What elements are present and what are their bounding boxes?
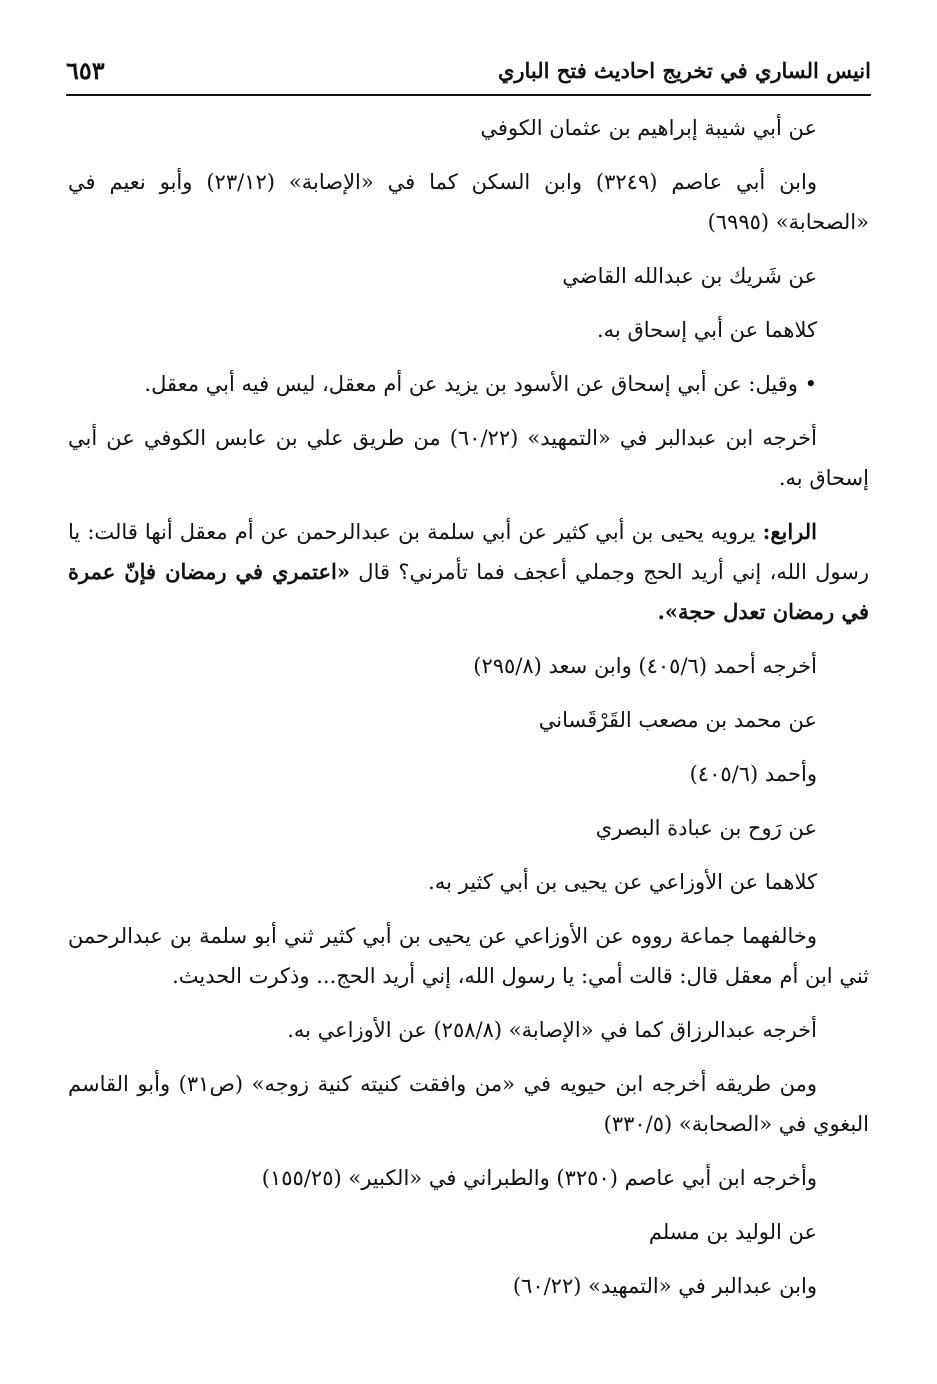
paragraph-14: أخرجه عبدالرزاق كما في «الإصابة» (٢٥٨/٨) عن الأوزاعي به. <box>287 1018 817 1042</box>
paragraph-2: وابن أبي عاصم (٣٢٤٩) وابن السكن كما في «الإصابة» (٢٣/١٢) وأبو نعيم في «الصحابة» (٦٩٩٥) <box>68 170 869 234</box>
section-end: . <box>657 599 665 624</box>
section-text: يرويه يحيى بن أبي كثير عن أبي سلمة بن عبدالرحمن عن أم معقل أنها قالت: يا رسول الله، إني أريد الحج وجملي أعجف فما تأمرني؟ قال <box>68 520 869 584</box>
paragraph-18: وابن عبدالبر في «التمهيد» (٦٠/٢٢) <box>512 1274 817 1298</box>
running-header <box>66 56 871 96</box>
page-number: ٦٥٣ <box>66 56 105 85</box>
paragraph-11: عن رَوح بن عبادة البصري <box>595 816 817 840</box>
paragraph-10: وأحمد (٤٠٥/٦) <box>689 762 817 786</box>
paragraph-12: كلاهما عن الأوزاعي عن يحيى بن أبي كثير به. <box>428 870 817 894</box>
section-fourth <box>68 512 869 632</box>
hadith-quote: «اعتمري في رمضان فإنّ عمرة في رمضان تعدل حجة» <box>68 559 869 624</box>
paragraph-4: كلاهما عن أبي إسحاق به. <box>597 318 817 342</box>
paragraph-9: عن محمد بن مصعب القَرْقَساني <box>538 708 817 732</box>
paragraph-8: أخرجه أحمد (٤٠٥/٦) وابن سعد (٢٩٥/٨) <box>473 654 817 678</box>
running-title: انيس الساري في تخريج احاديث فتح الباري <box>497 58 871 83</box>
page-body <box>68 108 869 1320</box>
paragraph-17: عن الوليد بن مسلم <box>648 1220 817 1244</box>
paragraph-3: عن شَريك بن عبدالله القاضي <box>562 264 817 288</box>
paragraph-15: ومن طريقه أخرجه ابن حيويه في «من وافقت كنيته كنية زوجه» (ص٣١) وأبو القاسم البغوي في «الصحابة» (٣٣٠/٥) <box>68 1072 869 1136</box>
paragraph-1: عن أبي شيبة إبراهيم بن عثمان الكوفي <box>480 116 817 140</box>
paragraph-6: أخرجه ابن عبدالبر في «التمهيد» (٦٠/٢٢) من طريق علي بن عابس الكوفي عن أبي إسحاق به. <box>68 426 869 490</box>
section-label: الرابع: <box>762 519 817 544</box>
bullet-paragraph: • وقيل: عن أبي إسحاق عن الأسود بن يزيد عن أم معقل، ليس فيه أبي معقل. <box>144 372 817 396</box>
paragraph-13: وخالفهما جماعة رووه عن الأوزاعي عن يحيى بن أبي كثير ثني أبو سلمة بن عبدالرحمن ثني ابن أم معقل قال: قالت أمي: يا رسول الله، إني أريد الحج... وذكرت الحديث. <box>68 924 869 988</box>
paragraph-16: وأخرجه ابن أبي عاصم (٣٢٥٠) والطبراني في «الكبير» (١٥٥/٢٥) <box>261 1166 817 1190</box>
